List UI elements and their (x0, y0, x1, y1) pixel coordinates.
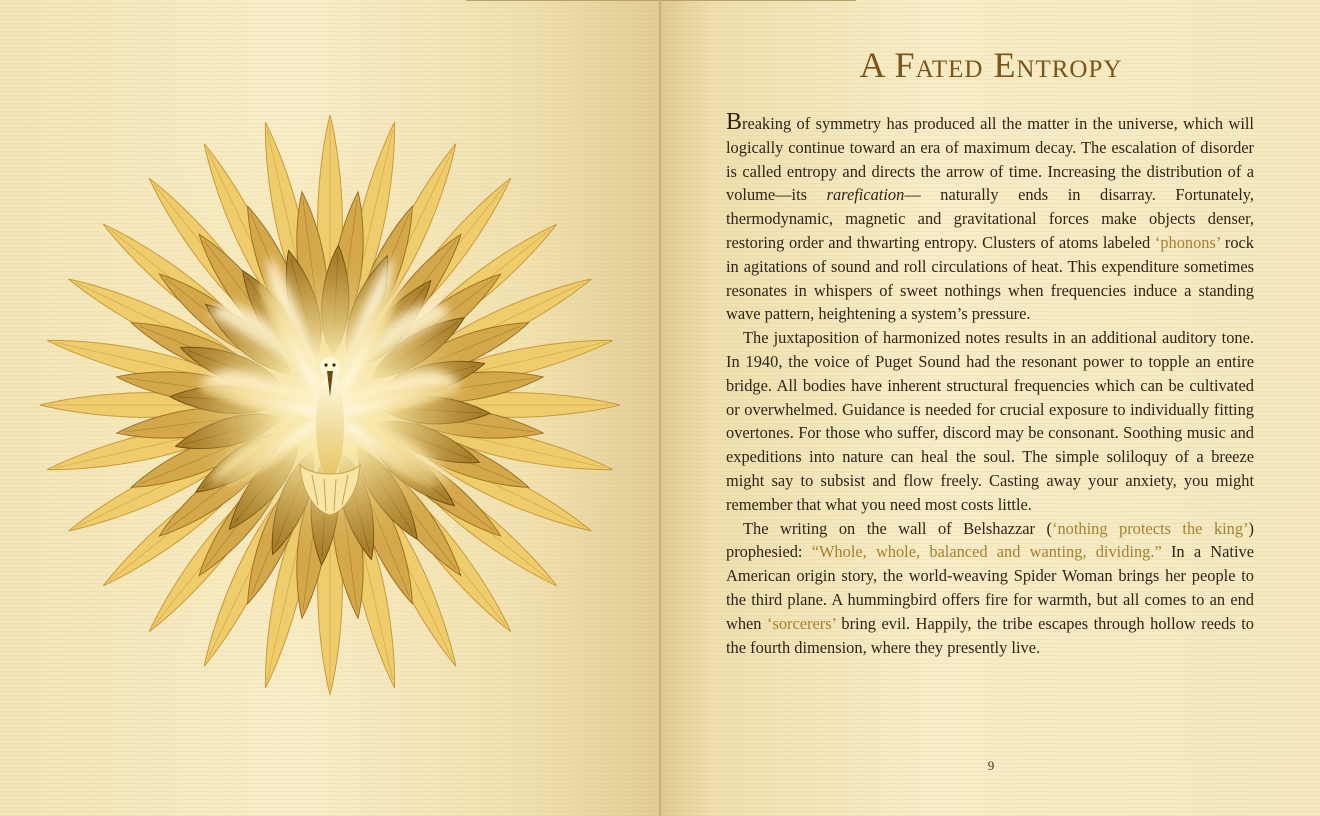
highlighted-term: ‘phonons’ (1154, 232, 1221, 252)
text-run: — naturally ends in disarray. Fortunately, thermodynamic, magnetic and gravitational forces make objects denser, restoring order and thwarting entropy. Clusters of atoms labeled (726, 185, 1254, 252)
page-title: A Fated Entropy (859, 45, 1123, 85)
drop-cap: B (726, 109, 743, 135)
text-run: ) prophesied: (726, 518, 1255, 562)
paragraph-1 (726, 109, 1254, 326)
right-page (661, 0, 1320, 816)
text-run: reaking of symmetry has produced all the matter in the universe, which will logically continue toward an era of maximum decay. The escalation of disorder is called entropy and directs the arrow of time. Increasing the distribution of a volume—its (726, 114, 1254, 205)
text-run: In a Native American origin story, the world-weaving Spider Woman brings her people to the third plane. A hummingbird offers fire for warmth, but all comes to an end when (726, 542, 1254, 633)
page-number: 9 (987, 758, 995, 773)
golden-dove-sunburst-illustration (30, 105, 630, 705)
highlighted-quote: ‘nothing protects the king’ (1051, 518, 1249, 538)
page-top-edge (466, 0, 660, 1)
text-run: The writing on the wall of Belshazzar ( (743, 518, 1052, 538)
page-top-edge (661, 0, 856, 1)
highlighted-quote: “Whole, whole, balanced and wanting, dividing.” (811, 542, 1162, 562)
text-run: bring evil. Happily, the tribe escapes through hollow reeds to the fourth dimension, where they presently live. (726, 613, 1254, 657)
paragraph-2: The juxtaposition of harmonized notes results in an additional auditory tone. In 1940, the voice of Puget Sound had the resonant power to topple an entire bridge. All bodies have inherent structural frequencies which can be cultivated or overwhelmed. Guidance is needed for crucial exposure to individually fitting overtones. For those who suffer, discord may be consonant. Soothing music and expeditions into nature can heal the soul. The simple soliloquy of a breeze might say to subsist and flow freely. Casting away your anxiety, you might remember that what you need most costs little. (726, 328, 1254, 514)
highlighted-term: ‘sorcerers’ (767, 613, 836, 633)
paragraph-3 (726, 517, 1254, 660)
body-text (726, 109, 1255, 659)
text-run: rock in agitations of sound and roll circulations of heat. This expenditure sometimes resonates in whispers of sweet nothings when frequencies induce a standing wave pattern, heightening a system’s pressure. (726, 232, 1254, 324)
italic-term: rarefication (826, 185, 905, 205)
